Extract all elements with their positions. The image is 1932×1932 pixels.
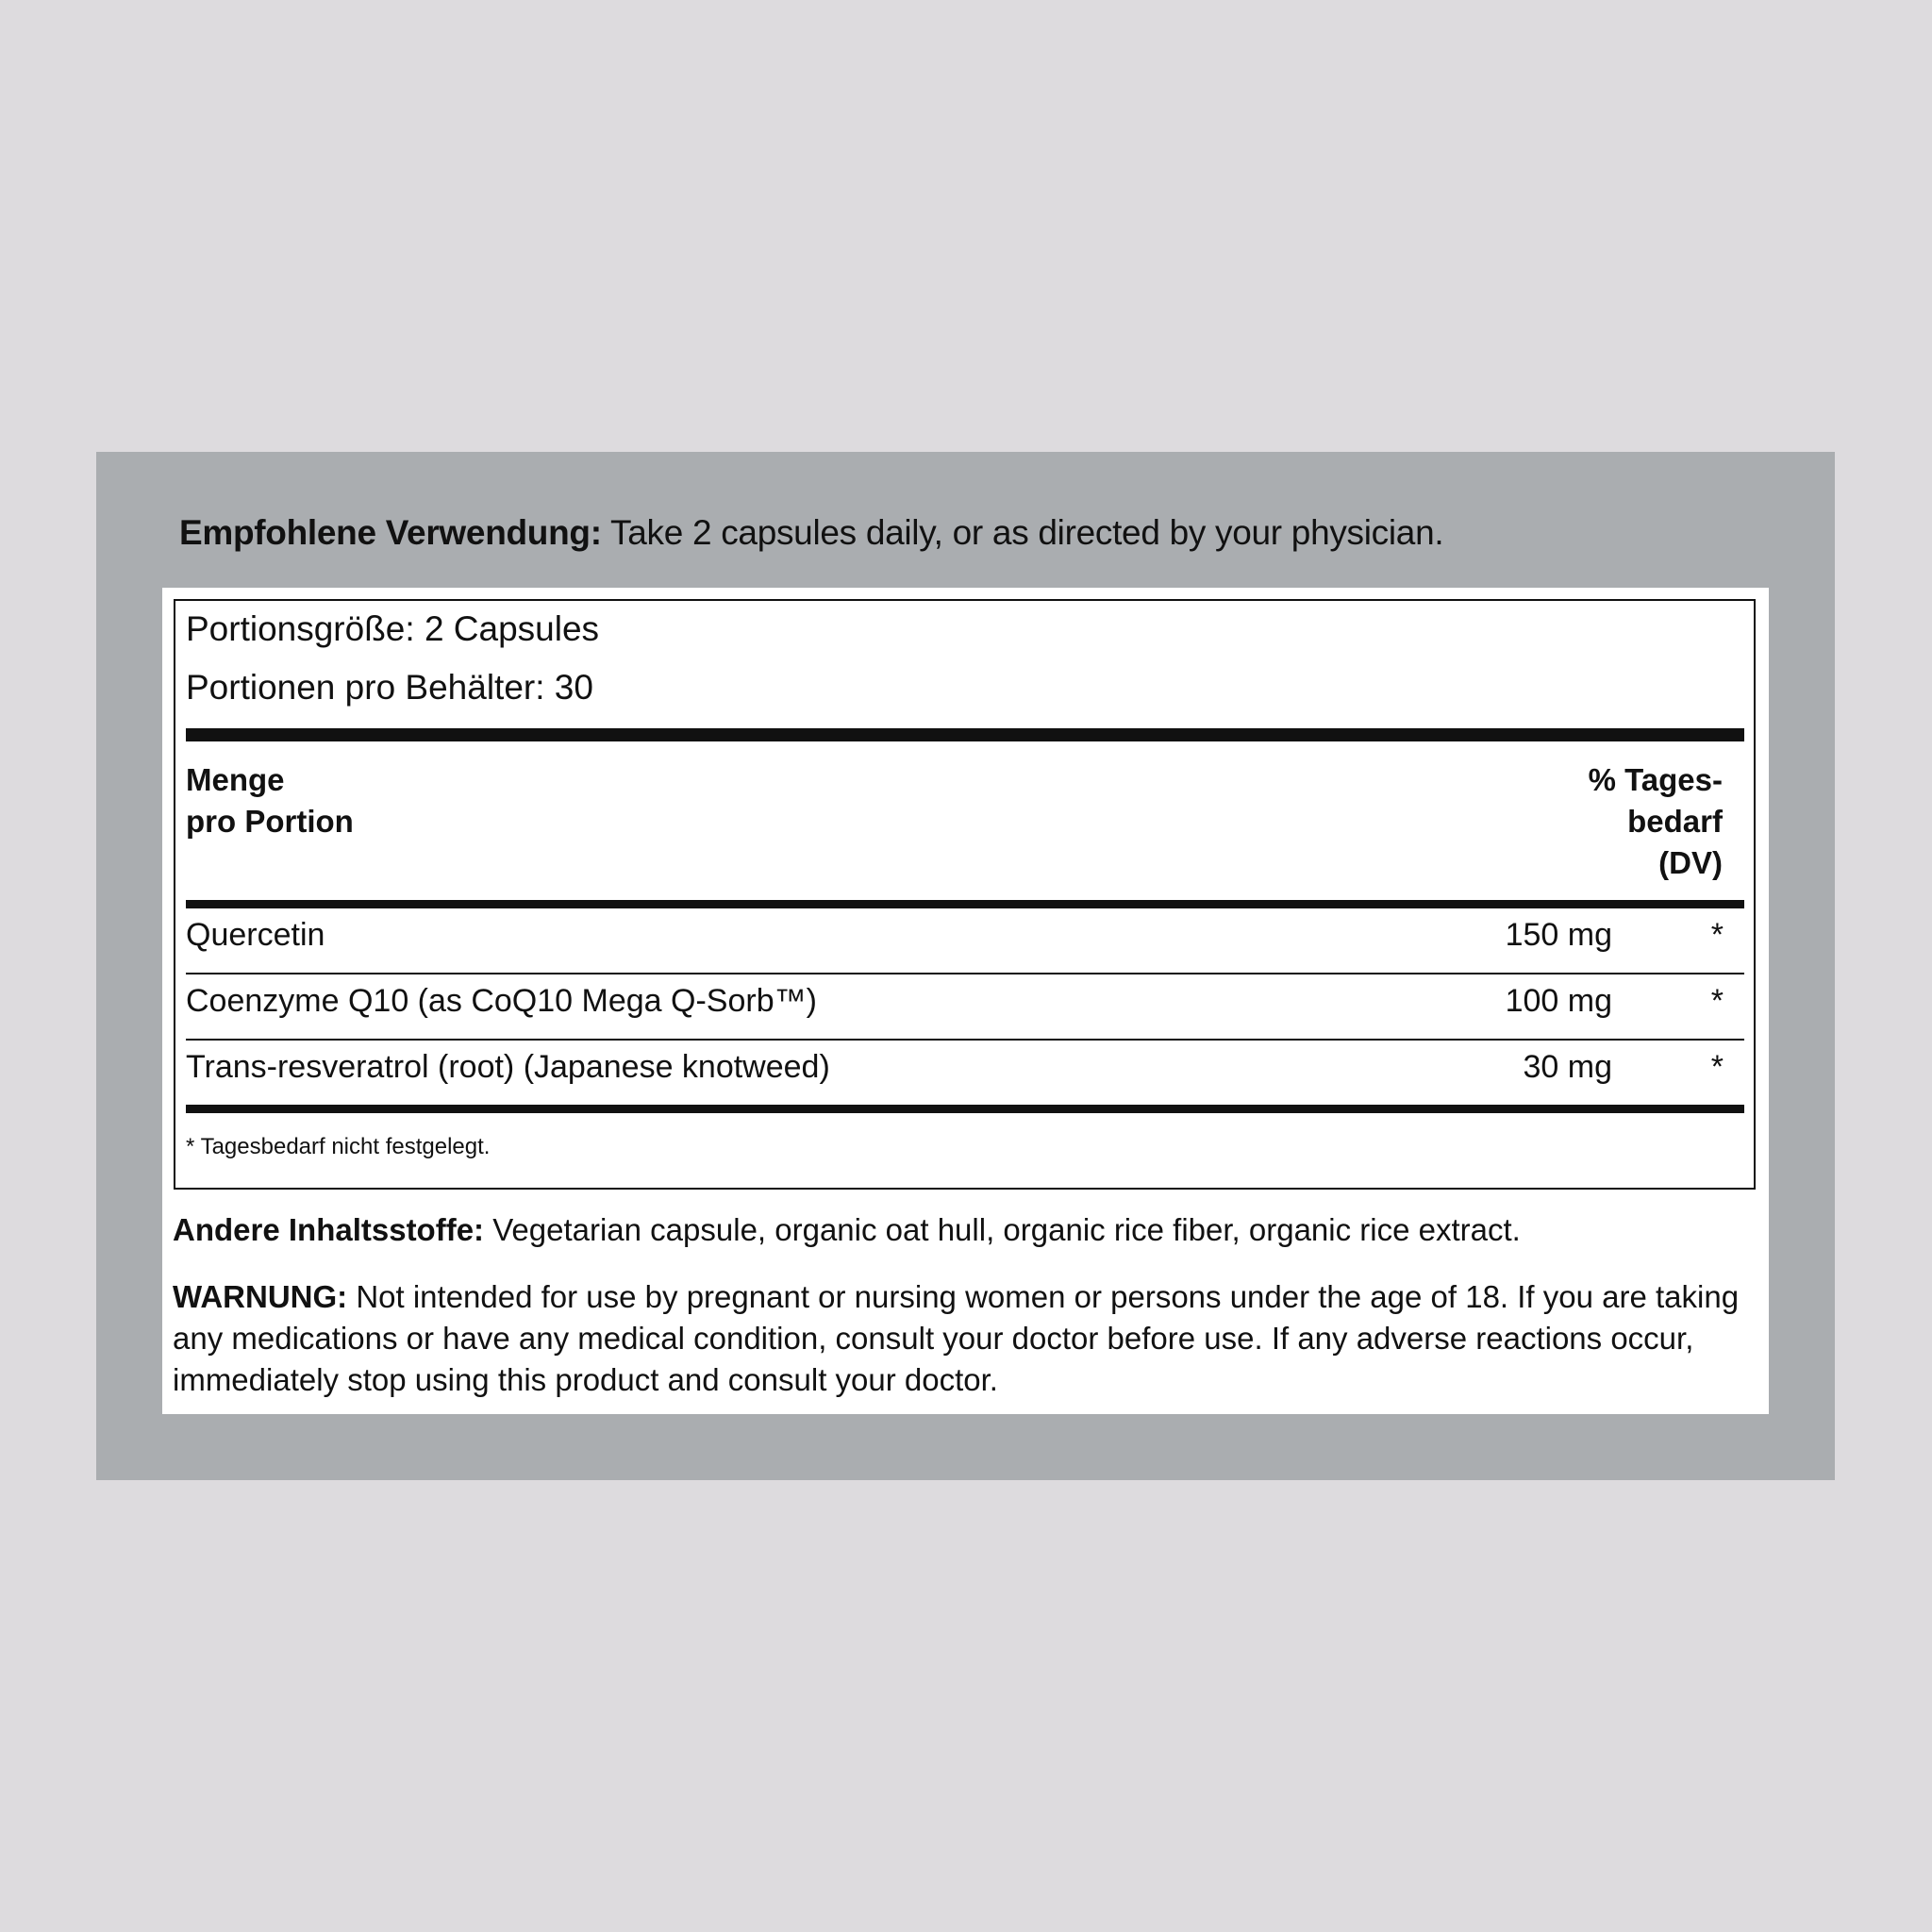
servings-per-container: Portionen pro Behälter: 30 xyxy=(186,668,593,707)
ingredient-name: Coenzyme Q10 (as CoQ10 Mega Q-Sorb™) xyxy=(186,983,817,1019)
ingredient-amount: 150 mg xyxy=(1505,917,1612,953)
other-ingredients-label: Andere Inhaltsstoffe: xyxy=(173,1212,485,1247)
thick-rule-top xyxy=(186,728,1744,741)
dv-header-line3: (DV) xyxy=(1658,845,1723,880)
thick-rule-bottom xyxy=(186,1105,1744,1113)
warning-label: WARNUNG: xyxy=(173,1279,348,1314)
recommended-use-text: Take 2 capsules daily, or as directed by your physician. xyxy=(601,513,1444,552)
ingredient-amount: 30 mg xyxy=(1523,1049,1612,1085)
ingredient-dv: * xyxy=(1710,917,1724,953)
recommended-use-label: Empfohlene Verwendung: xyxy=(179,513,602,552)
recommended-use xyxy=(179,513,1443,553)
ingredient-dv: * xyxy=(1710,1049,1724,1085)
ingredient-dv: * xyxy=(1710,983,1724,1019)
dv-footnote: * Tagesbedarf nicht festgelegt. xyxy=(186,1134,491,1159)
other-ingredients xyxy=(173,1212,1521,1248)
ingredient-name: Quercetin xyxy=(186,917,325,953)
row-divider xyxy=(186,973,1744,974)
amount-header-line2: pro Portion xyxy=(186,804,354,839)
daily-value-header xyxy=(1589,759,1723,884)
thick-rule-header xyxy=(186,900,1744,908)
amount-header-line1: Menge xyxy=(186,762,285,797)
amount-per-serving-header xyxy=(186,759,354,842)
dv-header-line2: bedarf xyxy=(1627,804,1723,839)
serving-size: Portionsgröße: 2 Capsules xyxy=(186,609,600,648)
row-divider xyxy=(186,1039,1744,1041)
warning xyxy=(173,1276,1757,1401)
warning-text: Not intended for use by pregnant or nursing women or persons under the age of 18. If you are taking any medications or have any medical condition, consult your doctor before use. If any adverse reactions occur, immediately stop using this product and consult your doctor. xyxy=(173,1279,1740,1397)
ingredient-amount: 100 mg xyxy=(1505,983,1612,1019)
dv-header-line1: % Tages- xyxy=(1588,762,1723,797)
other-ingredients-text: Vegetarian capsule, organic oat hull, organic rice fiber, organic rice extract. xyxy=(484,1212,1521,1247)
ingredient-name: Trans-resveratrol (root) (Japanese knotweed) xyxy=(186,1049,830,1085)
